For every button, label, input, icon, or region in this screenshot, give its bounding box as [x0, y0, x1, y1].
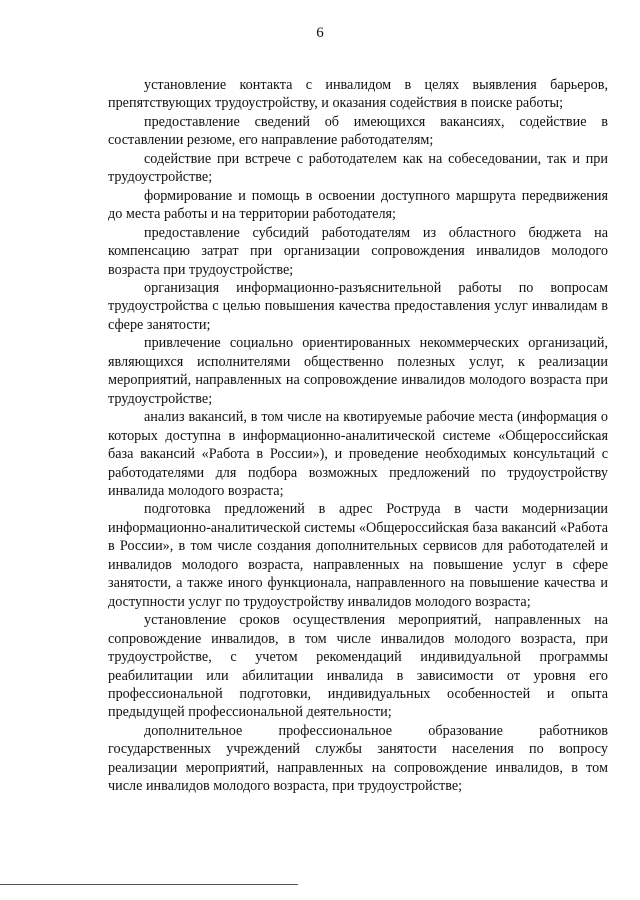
- paragraph: содействие при встрече с работодателем как на собеседовании, так и при трудоустройстве;: [108, 150, 608, 186]
- footer-divider: [0, 884, 298, 885]
- paragraph: установление контакта с инвалидом в целях выявления барьеров, препятствующих трудоустройству, и оказания содействия в поиске работы;: [108, 77, 608, 112]
- page-number: 6: [316, 25, 324, 41]
- paragraph: организация информационно-разъяснительной работы по вопросам трудоустройства с целью повышения качества предоставления услуг инвалидам в сфере занятости;: [108, 279, 608, 333]
- paragraph: предоставление субсидий работодателям из областного бюджета на компенсацию затрат при организации сопровождения инвалидов молодого возраста при трудоустройстве;: [108, 224, 608, 278]
- paragraph: формирование и помощь в освоении доступного маршрута передвижения до места работы и на территории работодателя;: [108, 187, 608, 223]
- paragraph: дополнительное профессиональное образование работников государственных учреждений службы занятости населения по вопросу реализации мероприятий, направленных на сопровождение инвалидов, в том числе инвалидов молодого возраста, при трудоустройстве;: [108, 722, 608, 795]
- paragraph: привлечение социально ориентированных некоммерческих организаций, являющихся исполнителями общественно полезных услуг, к реализации мероприятий, направленных на сопровождение инвалидов молодого возраста при трудоустройстве;: [108, 335, 608, 407]
- paragraph: предоставление сведений об имеющихся вакансиях, содействие в составлении резюме, его направление работодателям;: [108, 113, 608, 149]
- paragraph: установление сроков осуществления мероприятий, направленных на сопровождение инвалидов, в том числе инвалидов молодого возраста, при трудоустройстве, с учетом рекомендаций индивидуальной программы реабилитации или абилитации инвалида в зависимости от уровня его профессиональной подготовки, индивидуальных особенностей и опыта предыдущей профессиональной деятельности;: [108, 612, 608, 721]
- paragraph: подготовка предложений в адрес Роструда в части модернизации информационно-аналитической системы «Общероссийская база вакансий «Работа в России», в том числе создания дополнительных сервисов для работодателей и инвалидов молодого возраста, направленных на повышение услуг в сфере занятости, а также иного функционала, направленного на повышение качества и доступности услуг по трудоустройству инвалидов молодого возраста;: [108, 501, 608, 610]
- paragraph: анализ вакансий, в том числе на квотируемые рабочие места (информация о которых доступна в информационно-аналитической системе «Общероссийская база вакансий «Работа в России»), и проведение необходимых консультаций с работодателями для подбора возможных предложений по трудоустройству инвалида молодого возраста;: [108, 409, 608, 499]
- document-body: [108, 76, 608, 796]
